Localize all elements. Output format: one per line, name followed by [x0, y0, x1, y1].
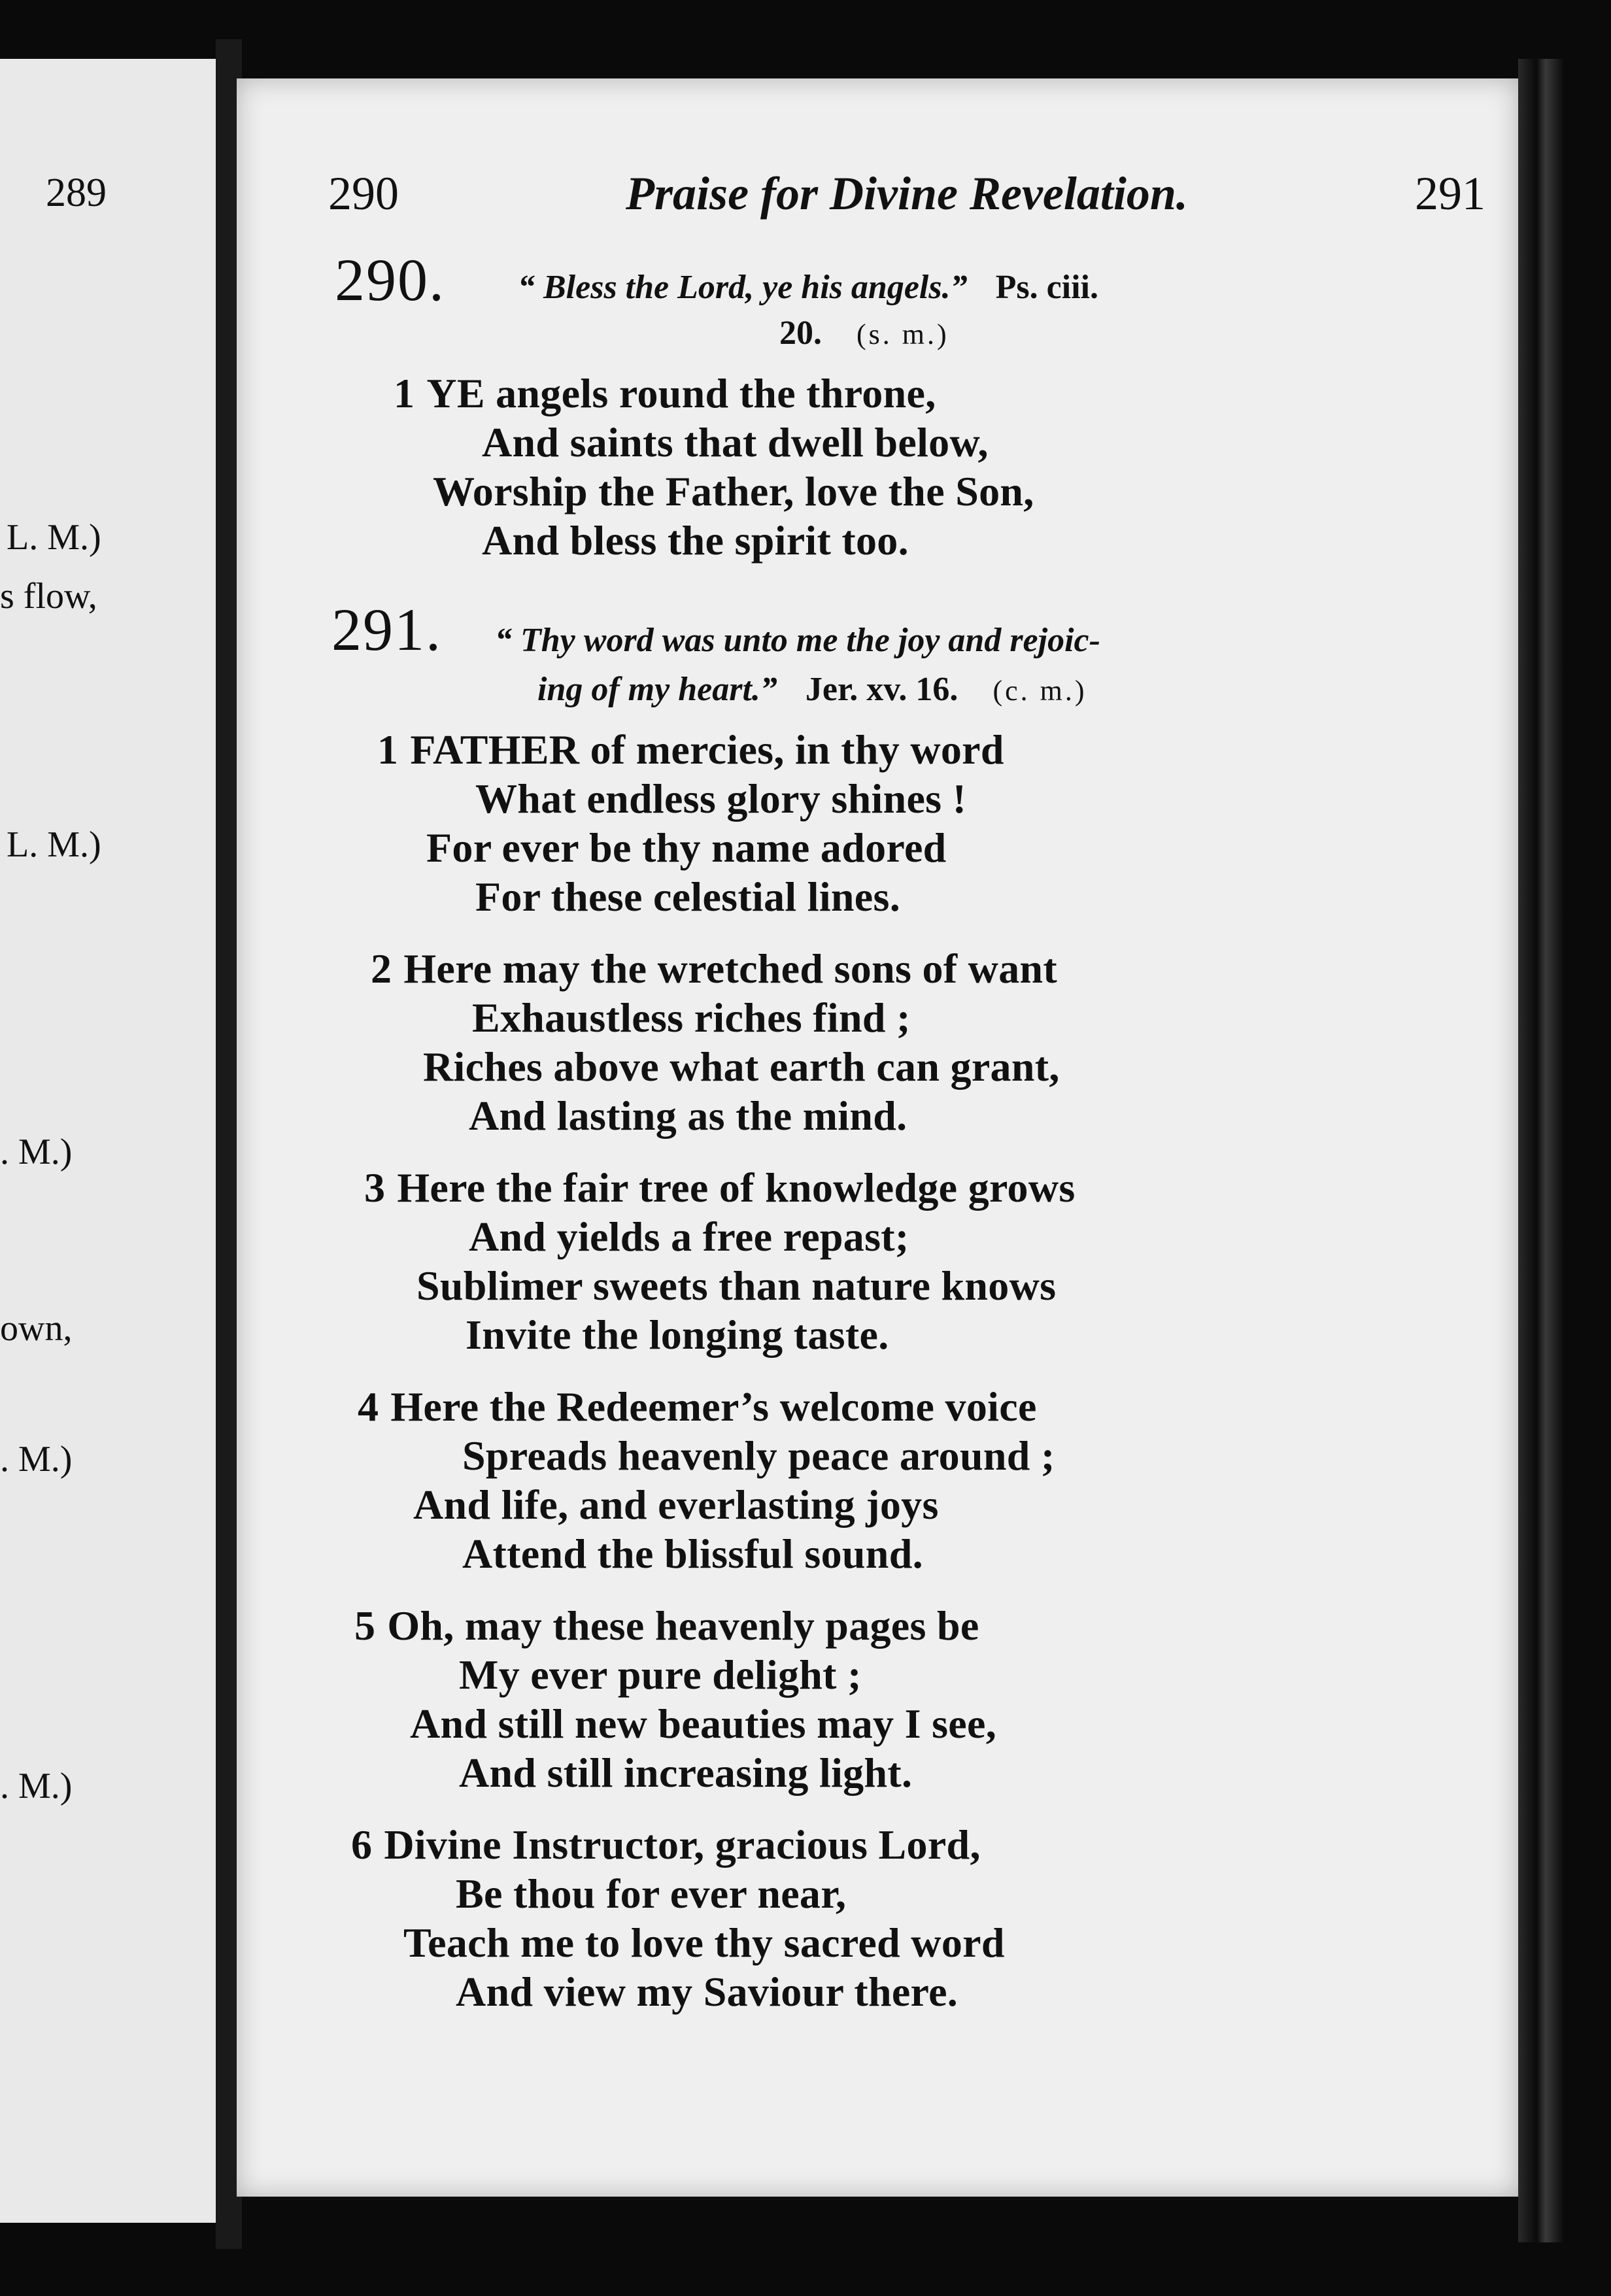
- hymn-number: 290.: [335, 246, 445, 313]
- verse-line: And still increasing light.: [459, 1749, 913, 1796]
- facing-page-number: 289: [46, 171, 107, 215]
- verse-line: And lasting as the mind.: [469, 1092, 907, 1139]
- hymn-epigraph: “ Thy word was unto me the joy and rejoic-: [495, 622, 1100, 659]
- verse-number: 5: [354, 1602, 376, 1649]
- verse-line: 4 Here the Redeemer’s welcome voice: [358, 1383, 1037, 1430]
- verse-line: Be thou for ever near,: [456, 1870, 847, 1917]
- verse-line: Invite the longing taste.: [466, 1311, 889, 1358]
- hymn-meter: (s. m.): [856, 318, 949, 350]
- scripture-citation: Jer. xv. 16.: [805, 671, 958, 708]
- hymnal-page: [237, 78, 1518, 2197]
- verse-line: 1 YE angels round the throne,: [394, 370, 936, 416]
- verse-line: 6 Divine Instructor, gracious Lord,: [351, 1821, 981, 1868]
- verse-line: And still new beauties may I see,: [410, 1700, 997, 1747]
- scripture-verse: 20.: [779, 314, 822, 352]
- verse-line: And view my Saviour there.: [456, 1968, 958, 2015]
- verse-number: 3: [364, 1164, 386, 1211]
- facing-page-fragment: . M.): [0, 1132, 73, 1172]
- facing-page: [0, 59, 216, 2223]
- verse-line: 5 Oh, may these heavenly pages be: [354, 1602, 979, 1649]
- right-page-number: 291: [1415, 167, 1485, 220]
- hymn-reference-cont: [779, 314, 949, 352]
- verse-line: Spreads heavenly peace around ;: [462, 1432, 1055, 1479]
- book-edge: [1518, 59, 1564, 2242]
- verse-line: Attend the blissful sound.: [462, 1530, 923, 1577]
- hymn-reference: [518, 268, 1098, 307]
- verse-line: And yields a free repast;: [469, 1213, 909, 1260]
- left-page-number: 290: [328, 167, 399, 220]
- verse-line: Sublimer sweets than nature knows: [416, 1262, 1057, 1309]
- verse-number: 1: [377, 726, 399, 773]
- verse-line: And life, and everlasting joys: [413, 1481, 939, 1528]
- verse-number: 2: [371, 945, 392, 992]
- verse-line: What endless glory shines !: [475, 775, 967, 822]
- verse-line: For these celestial lines.: [475, 873, 901, 920]
- facing-page-fragment: own,: [0, 1308, 73, 1349]
- verse-number: 1: [394, 370, 415, 416]
- verse-line: Teach me to love thy sacred word: [403, 1919, 1005, 1966]
- verse-line: Worship the Father, love the Son,: [433, 468, 1034, 515]
- verse-line: 3 Here the fair tree of knowledge grows: [364, 1164, 1076, 1211]
- verse-line: 1 FATHER of mercies, in thy word: [377, 726, 1004, 773]
- running-head: [328, 167, 1485, 232]
- page-title: Praise for Divine Revelation.: [626, 167, 1188, 220]
- facing-page-fragment: . M.): [0, 1766, 73, 1806]
- verse-number: 4: [358, 1383, 379, 1430]
- facing-page-fragment: L. M.): [7, 824, 101, 865]
- facing-page-fragment: s flow,: [0, 576, 97, 616]
- facing-page-fragment: L. M.): [7, 517, 101, 558]
- verse-number: 6: [351, 1821, 373, 1868]
- hymn-number: 291.: [331, 596, 442, 663]
- verse-line: 2 Here may the wretched sons of want: [371, 945, 1058, 992]
- hymn-epigraph: “ Bless the Lord, ye his angels.”: [518, 269, 968, 306]
- facing-page-fragment: . M.): [0, 1439, 73, 1479]
- verse-line: My ever pure delight ;: [459, 1651, 862, 1698]
- verse-line: For ever be thy name adored: [426, 824, 947, 871]
- verse-line: Riches above what earth can grant,: [423, 1043, 1060, 1090]
- verse-line: And saints that dwell below,: [482, 419, 989, 465]
- scripture-citation: Ps. ciii.: [995, 269, 1098, 306]
- hymn-epigraph-cont: ing of my heart.”: [537, 671, 777, 708]
- verse-line: Exhaustless riches find ;: [472, 994, 911, 1041]
- verse-line: And bless the spirit too.: [482, 517, 909, 564]
- hymn-meter: (c. m.): [992, 675, 1087, 707]
- hymn-reference-cont: [537, 670, 1087, 709]
